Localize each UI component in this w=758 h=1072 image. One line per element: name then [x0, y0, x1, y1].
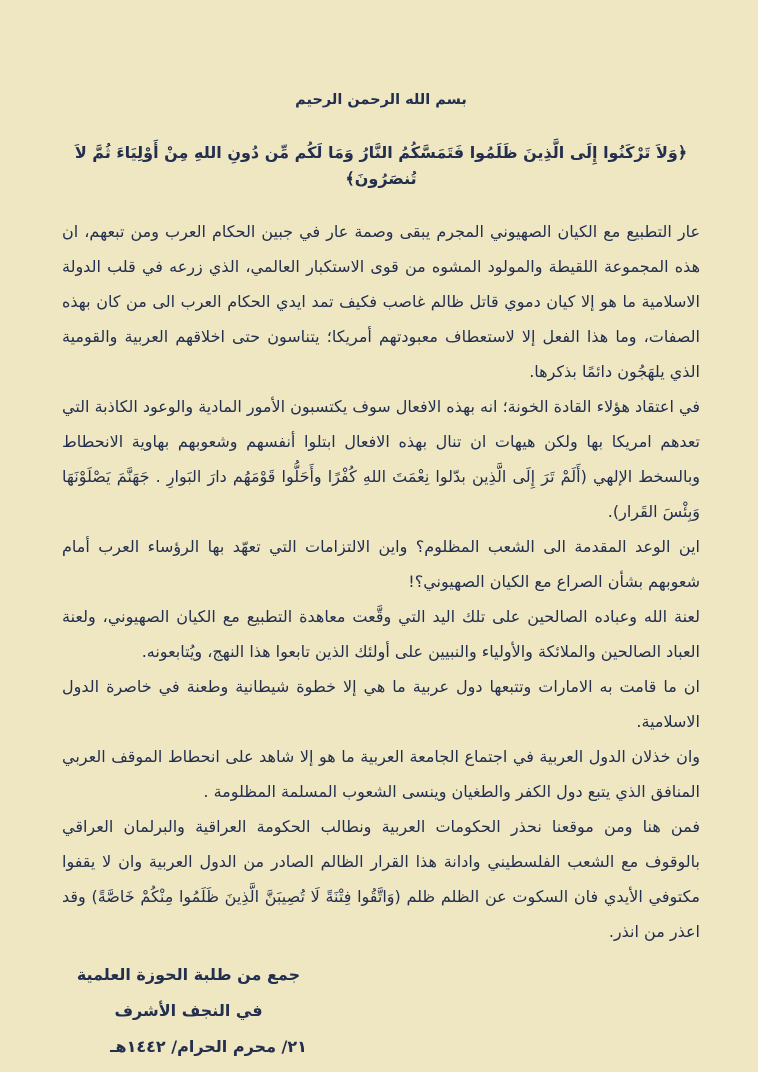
paragraph-curse-on-signers: لعنة الله وعباده الصالحين على تلك اليد التي وقَّعت معاهدة التطبيع مع الكيان الصهيوني، ولعنة العباد الصالحين والملائكة والأولياء والنبيين على أولئك الذين تابعوا هذا النهج، ويُتابعونه.: [62, 607, 700, 661]
signature-issuer: جمع من طلبة الحوزة العلمية: [76, 965, 301, 984]
paragraph-traitor-leaders: في اعتقاد هؤلاء القادة الخونة؛ انه بهذه الافعال سوف يكتسبون الأمور المادية والوعود الكاذبة التي تعدهم امريكا بها ولكن هيهات ان تنال بهذه الافعال ابتلوا أنفسهم وشعوبهم بهاوية الانحطاط وبالسخط الإلهي (أَلَمْ تَرَ إِلَى الَّذِين بدّلوا نِعْمَتَ اللهِ كُفْرًا وأَحَلُّوا قَوْمَهُم دارَ البَوارِ . جَهَنَّمَ يَصْلَوْنَهَا وَبِئْسَ القَرار).: [62, 397, 700, 521]
paragraph-demands-and-warning: فمن هنا ومن موقعنا نحذر الحكومات العربية ونطالب الحكومة العراقية والبرلمان العراقي بالوقوف مع الشعب الفلسطيني وادانة هذا القرار الظالم الصادر من الدول العربية وان لا يقفوا مكتوفي الأيدي فان السكوت عن الظلم ظلم (وَاتَّقُوا فِتْنَةً لَا تُصِيبَنَّ الَّذِينَ ظَلَمُوا مِنْكُمْ خَاصَّةً) وقد اعذر من انذر.: [62, 817, 700, 941]
statement-body: [62, 214, 700, 949]
signature-block: [76, 957, 307, 1065]
paragraph-broken-promises: اين الوعد المقدمة الى الشعب المظلوم؟ واين الالتزامات التي تعهّد بها الرؤساء العرب أمام شعوبهم بشأن الصراع مع الكيان الصهيوني؟!: [62, 537, 700, 591]
paragraph-uae-step: ان ما قامت به الامارات وتتبعها دول عربية ما هي إلا خطوة شيطانية وطعنة في خاصرة الدول الاسلامية.: [62, 677, 700, 731]
signature-date: ٢١/ محرم الحرام/ ١٤٤٢هـ: [110, 1037, 307, 1056]
basmala: بسم الله الرحمن الرحيم: [295, 92, 467, 108]
signature-place: في النجف الأشرف: [114, 1001, 263, 1020]
paragraph-arab-league-betrayal: وان خذلان الدول العربية في اجتماع الجامعة العربية ما هو إلا شاهد على انحطاط الموقف العربي المنافق الذي يتبع دول الكفر والطغيان وينسى الشعوب المسلمة المظلومة .: [62, 747, 700, 801]
quran-opening-verse: ﴿وَلاَ تَرْكَنُوا إِلَى الَّذِينَ ظَلَمُوا فَتَمَسَّكُمُ النَّارُ وَمَا لَكُم مِّن دُونِ اللهِ مِنْ أَوْلِيَاءَ ثُمَّ لاَ تُنصَرُونَ﴾: [74, 143, 688, 188]
paragraph-normalization-shame: عار التطبيع مع الكيان الصهيوني المجرم يبقى وصمة عار في جبين الحكام العرب ومن تبعهم، ان هذه المجموعة اللقيطة والمولود المشوه من قوى الاستكبار العالمي، الذي زرعه في قلب الدولة الاسلامية ما هو إلا كيان دموي قاتل ظالم غاصب فكيف تمد ايدي الحكام العرب الى من كان بهذه الصفات، وما هذا الفعل إلا لاستعطاف معبودتهم أمريكا؛ يتناسون حتى اخلاقهم العربية والقومية الذي يلهَجُون دائمًا بذكرها.: [62, 222, 700, 381]
